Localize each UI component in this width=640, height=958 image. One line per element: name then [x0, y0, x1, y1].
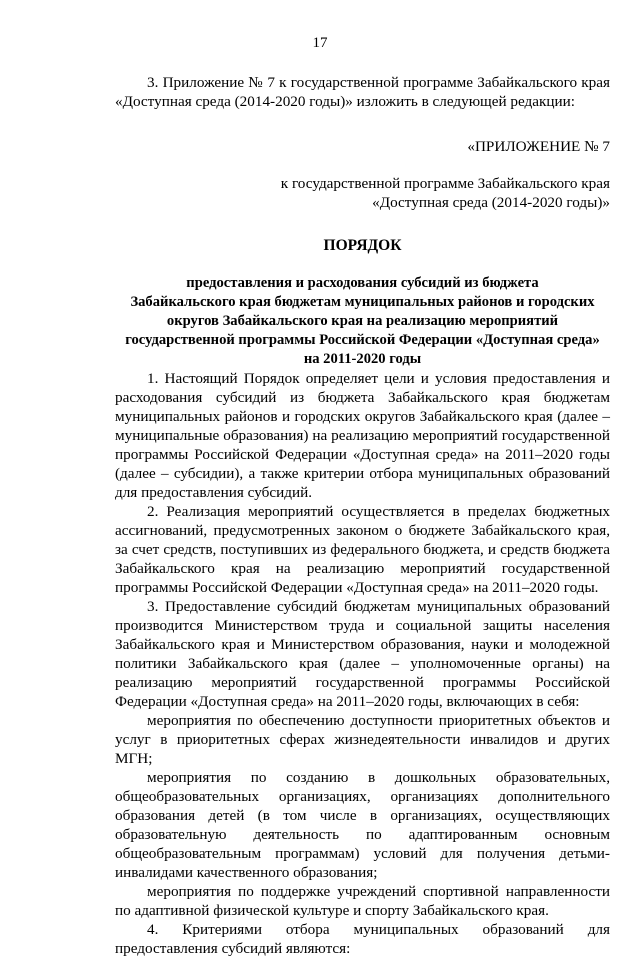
list-item-accessibility: мероприятия по обеспечению доступности приоритетных объектов и услуг в приоритетных сферах жизнедеятельности инвалидов и других МГН; [115, 712, 610, 767]
document-title: ПОРЯДОК [323, 237, 402, 254]
document-heading [115, 274, 610, 369]
document-body [115, 73, 610, 958]
appendix-label: «ПРИЛОЖЕНИЕ № 7 [467, 138, 610, 155]
heading-line: государственной программы Российской Федерации «Доступная среда» [125, 332, 600, 348]
intro-paragraph: 3. Приложение № 7 к государственной программе Забайкальского края «Доступная среда (2014-2020 годы)» изложить в следующей редакции: [115, 74, 610, 110]
paragraph-1: 1. Настоящий Порядок определяет цели и условия предоставления и расходования субсидий из бюджета Забайкальского края бюджетам муниципальных районов и городских округов Забайкальского края (далее – муниципальные образования) на реализацию мероприятий государственной программы Российской Федерации «Доступная среда» на 2011–2020 годы (далее – субсидии), а также критерии отбора муниципальных образований для предоставления субсидий. [115, 370, 610, 501]
paragraph-2: 2. Реализация мероприятий осуществляется в пределах бюджетных ассигнований, предусмотренных законом о бюджете Забайкальского края, за счет средств, поступивших из федерального бюджета, и средств бюджета Забайкальского края на реализацию мероприятий государственной программы Российской Федерации «Доступная среда» на 2011–2020 годы. [115, 503, 610, 596]
list-item-sports: мероприятия по поддержке учреждений спортивной направленности по адаптивной физической культуре и спорту Забайкальского края. [115, 883, 610, 919]
appendix-reference-line-2: «Доступная среда (2014-2020 годы)» [372, 194, 610, 211]
paragraph-4: 4. Критериями отбора муниципальных образований для предоставления субсидий являются: [115, 921, 610, 957]
heading-line: на 2011-2020 годы [303, 351, 422, 367]
heading-line: предоставления и расходования субсидий из бюджета [186, 275, 539, 291]
paragraph-3: 3. Предоставление субсидий бюджетам муниципальных образований производится Министерством труда и социальной защиты населения Забайкальского края и Министерством образования, науки и молодежной политики Забайкальского края (далее – уполномоченные органы) на реализацию мероприятий государственной программы Российской Федерации «Доступная среда» на 2011–2020 годы, включающих в себя: [115, 598, 610, 710]
list-item-education: мероприятия по созданию в дошкольных образовательных, общеобразовательных организациях, организациях дополнительного образования детей (в том числе в организациях, осуществляющих образовательную деятельность по адаптированным основным общеобразовательным программам) условий для получения детьми-инвалидами качественного образования; [115, 769, 610, 881]
heading-line: округов Забайкальского края на реализацию мероприятий [166, 313, 559, 329]
appendix-reference-line-1: к государственной программе Забайкальского края [280, 175, 610, 192]
page-number: 17 [312, 35, 328, 51]
heading-line: Забайкальского края бюджетам муниципальных районов и городских [130, 294, 595, 310]
